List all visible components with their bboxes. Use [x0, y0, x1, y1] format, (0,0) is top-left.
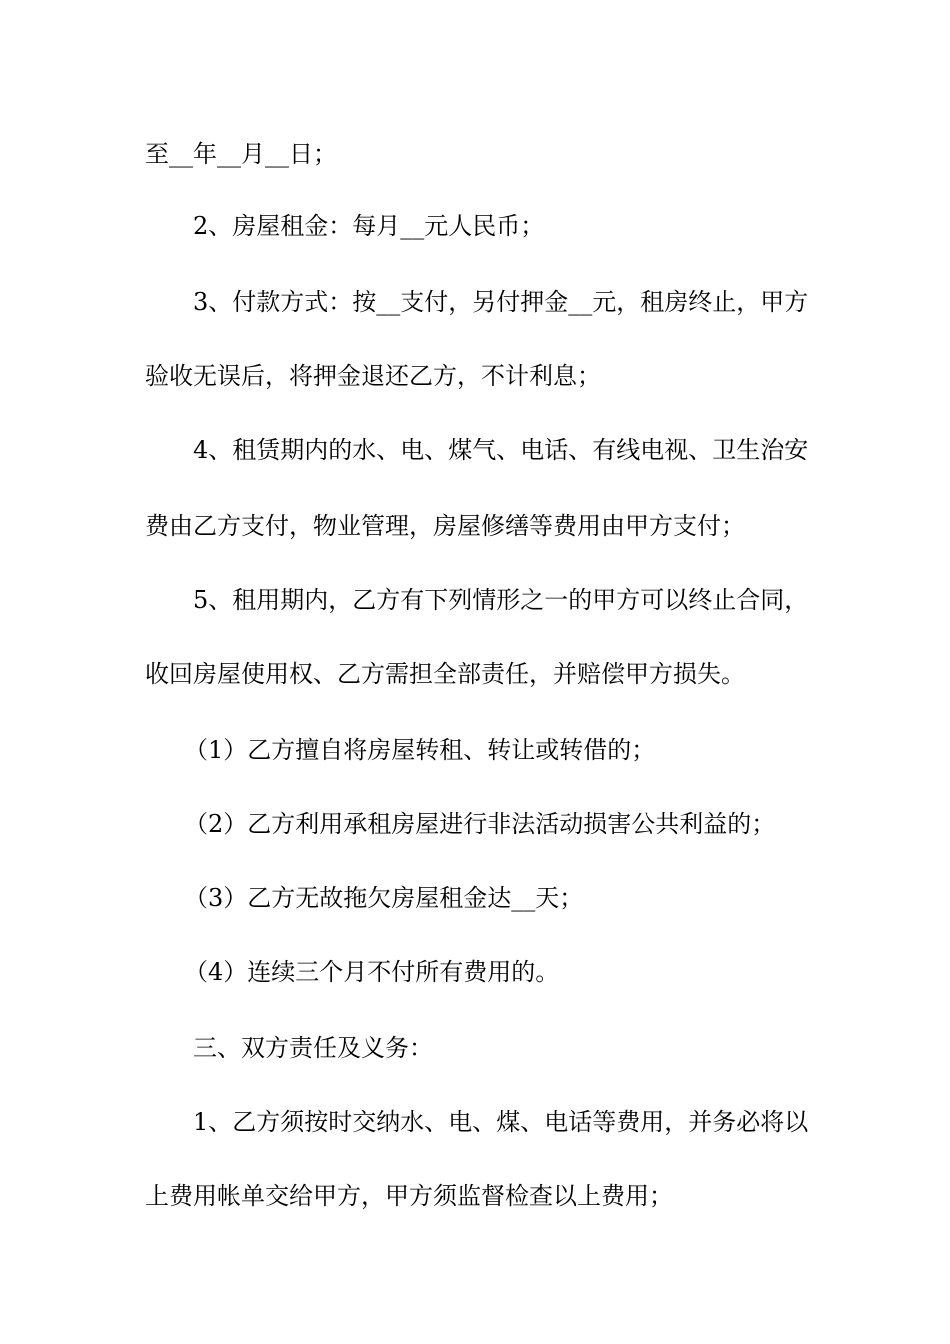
section-heading-responsibilities: 三、双方责任及义务：: [193, 1034, 433, 1062]
text-line-duty-1-cont: 上费用帐单交给甲方，甲方须监督检查以上费用；: [145, 1182, 673, 1210]
text-line-payment-method: 3、付款方式：按__支付，另付押金__元，租房终止，甲方: [193, 288, 809, 316]
text-line-period-end: 至__年__月__日；: [145, 140, 337, 168]
text-line-payment-method-cont: 验收无误后，将押金退还乙方，不计利息；: [145, 362, 601, 390]
text-line-termination: 5、租用期内，乙方有下列情形之一的甲方可以终止合同，: [193, 586, 809, 614]
text-line-utilities: 4、租赁期内的水、电、煤气、电话、有线电视、卫生治安: [193, 436, 809, 464]
text-line-duty-1: 1、乙方须按时交纳水、电、煤、电话等费用，并务必将以: [193, 1108, 809, 1136]
text-line-clause-3: （3）乙方无故拖欠房屋租金达__天；: [184, 884, 584, 912]
text-line-termination-cont: 收回房屋使用权、乙方需担全部责任，并赔偿甲方损失。: [145, 660, 745, 688]
text-line-clause-4: （4）连续三个月不付所有费用的。: [184, 958, 560, 986]
text-line-clause-1: （1）乙方擅自将房屋转租、转让或转借的；: [184, 736, 656, 764]
text-line-utilities-cont: 费由乙方支付，物业管理，房屋修缮等费用由甲方支付；: [145, 512, 745, 540]
text-line-clause-2: （2）乙方利用承租房屋进行非法活动损害公共利益的；: [184, 810, 776, 838]
text-line-rent: 2、房屋租金：每月__元人民币；: [193, 212, 545, 240]
